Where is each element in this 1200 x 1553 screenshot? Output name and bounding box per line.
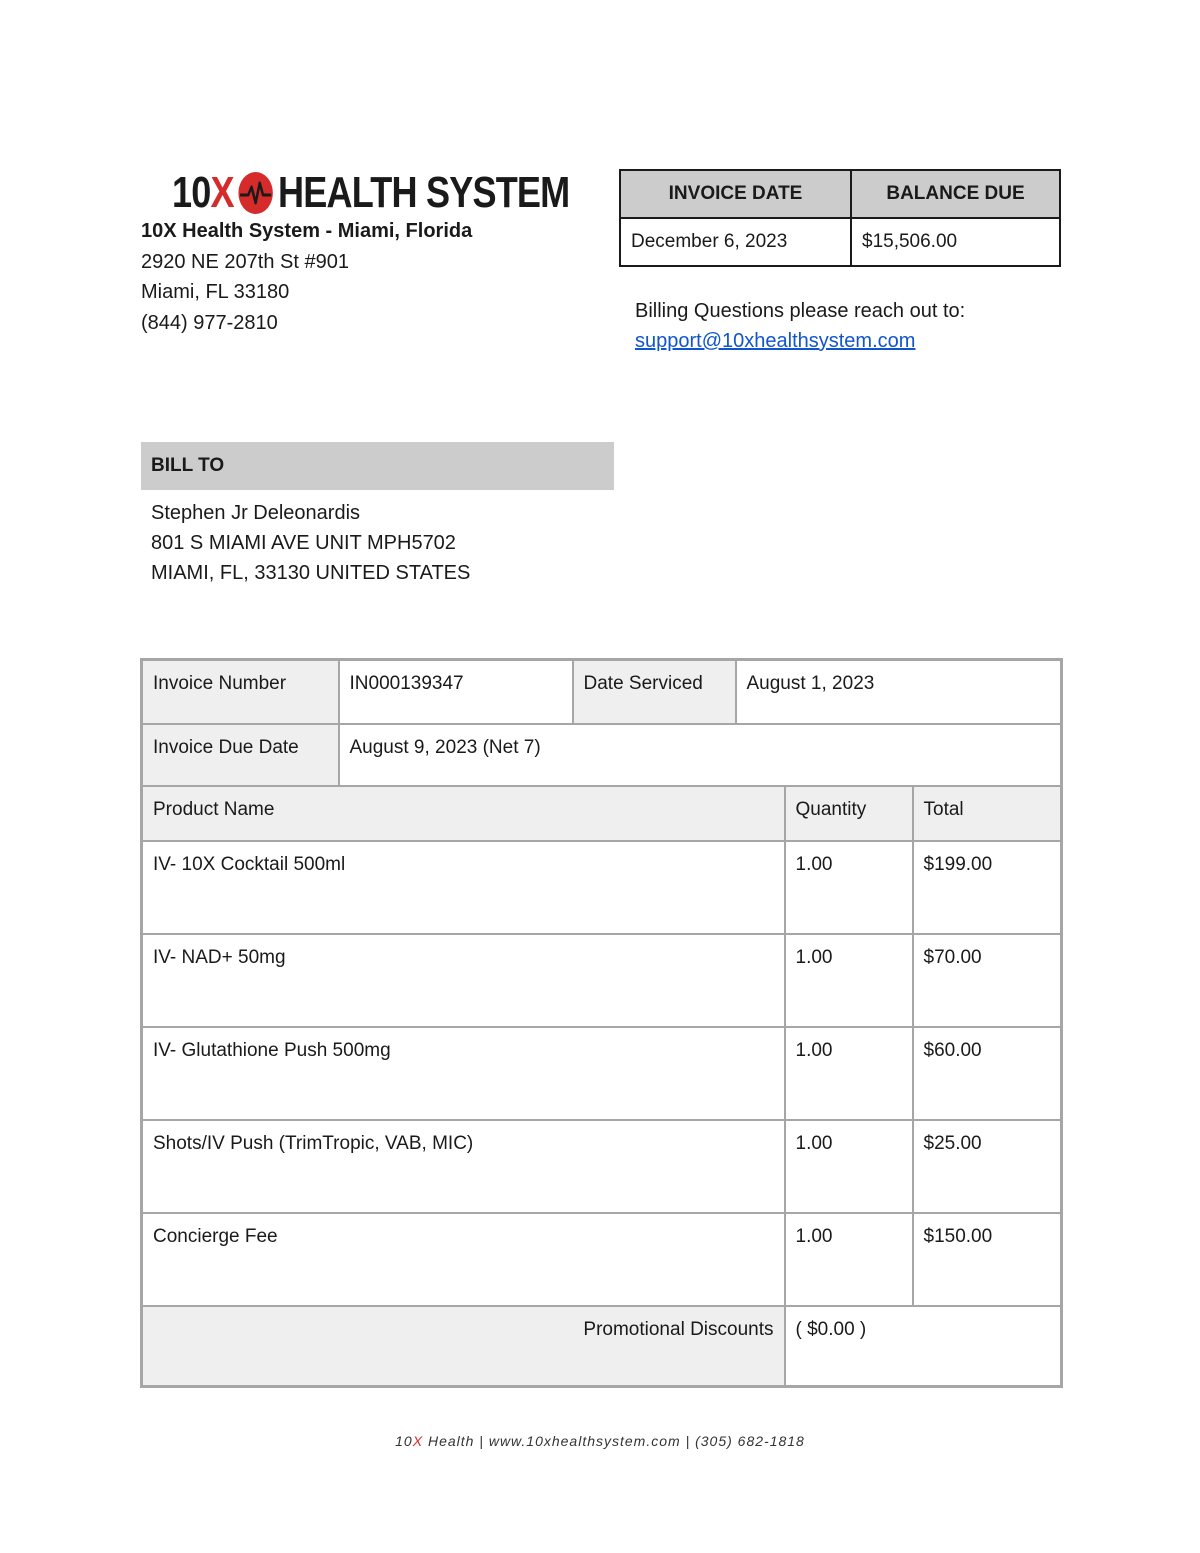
- item-quantity: 1.00: [785, 934, 913, 1027]
- item-quantity: 1.00: [785, 1120, 913, 1213]
- logo-name: HEALTH SYSTEM: [278, 168, 570, 217]
- item-total: $150.00: [913, 1213, 1062, 1306]
- footer-contact: | www.10xhealthsystem.com | (305) 682-1818: [474, 1433, 805, 1449]
- footer-brand-pre: 10: [395, 1433, 413, 1449]
- date-serviced-value: August 1, 2023: [736, 660, 1062, 724]
- items-header-row: [142, 786, 1062, 841]
- footer-brand-post: Health: [423, 1433, 475, 1449]
- promo-row: [142, 1306, 1062, 1387]
- logo-ten: 10: [172, 168, 211, 217]
- bill-to-header: BILL TO: [141, 442, 614, 490]
- invoice-due-date-value: August 9, 2023 (Net 7): [339, 724, 1062, 786]
- invoice-summary-table: [619, 169, 1061, 267]
- invoice-date-value: December 6, 2023: [620, 218, 851, 266]
- bill-to-address-line2: MIAMI, FL, 33130 UNITED STATES: [151, 562, 471, 584]
- promotional-discounts-value: ( $0.00 ): [785, 1306, 1062, 1387]
- item-total: $60.00: [913, 1027, 1062, 1120]
- item-name: IV- Glutathione Push 500mg: [142, 1027, 785, 1120]
- item-name: Shots/IV Push (TrimTropic, VAB, MIC): [142, 1120, 785, 1213]
- balance-due-value: $15,506.00: [851, 218, 1060, 266]
- brand-logo: [172, 168, 569, 218]
- product-name-header: Product Name: [142, 786, 785, 841]
- item-total: $70.00: [913, 934, 1062, 1027]
- invoice-detail-table: [140, 658, 1063, 1388]
- table-row: [142, 1213, 1062, 1306]
- item-name: Concierge Fee: [142, 1213, 785, 1306]
- clinic-address: [141, 216, 472, 338]
- clinic-phone: (844) 977-2810: [141, 311, 278, 334]
- item-total: $199.00: [913, 841, 1062, 934]
- invoice-number-label: Invoice Number: [142, 660, 339, 724]
- total-header: Total: [913, 786, 1062, 841]
- item-total: $25.00: [913, 1120, 1062, 1213]
- clinic-name: 10X Health System - Miami, Florida: [141, 220, 473, 242]
- heartbeat-icon: [237, 170, 275, 216]
- bill-to-name: Stephen Jr Deleonardis: [151, 502, 361, 524]
- balance-due-header: BALANCE DUE: [851, 170, 1060, 218]
- clinic-street: 2920 NE 207th St #901: [141, 250, 349, 273]
- table-row: [142, 1120, 1062, 1213]
- clinic-city: Miami, FL 33180: [141, 281, 290, 303]
- date-serviced-label: Date Serviced: [573, 660, 736, 724]
- item-name: IV- 10X Cocktail 500ml: [142, 841, 785, 934]
- logo-x: X: [210, 168, 234, 217]
- quantity-header: Quantity: [785, 786, 913, 841]
- table-row: [142, 934, 1062, 1027]
- item-quantity: 1.00: [785, 841, 913, 934]
- item-name: IV- NAD+ 50mg: [142, 934, 785, 1027]
- table-row: [142, 841, 1062, 934]
- table-row: [142, 1027, 1062, 1120]
- footer-brand-x: X: [412, 1433, 424, 1449]
- bill-to-address-line1: 801 S MIAMI AVE UNIT MPH5702: [151, 532, 456, 554]
- invoice-due-date-label: Invoice Due Date: [142, 724, 339, 786]
- item-quantity: 1.00: [785, 1027, 913, 1120]
- promotional-discounts-label: Promotional Discounts: [142, 1306, 785, 1387]
- support-email-link[interactable]: support@10xhealthsystem.com: [635, 330, 916, 352]
- invoice-number-value: IN000139347: [339, 660, 573, 724]
- billing-question-text: Billing Questions please reach out to:: [635, 300, 966, 322]
- page-footer: [0, 1433, 1200, 1449]
- bill-to-address: [151, 498, 470, 588]
- billing-questions: [635, 296, 965, 356]
- item-quantity: 1.00: [785, 1213, 913, 1306]
- invoice-date-header: INVOICE DATE: [620, 170, 851, 218]
